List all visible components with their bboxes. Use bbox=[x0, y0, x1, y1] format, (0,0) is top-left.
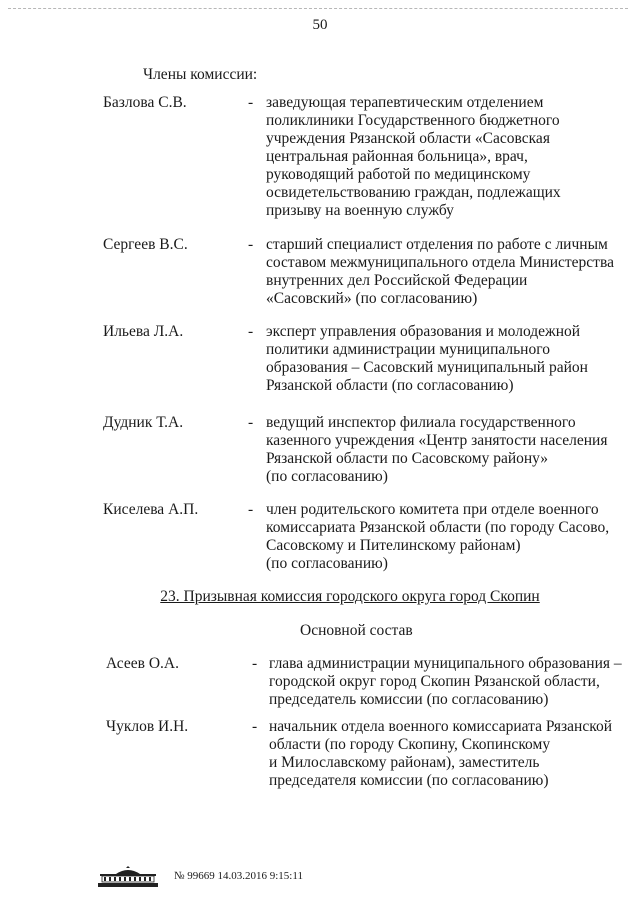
entry-name: Базлова С.В. bbox=[103, 94, 187, 111]
registration-stamp bbox=[92, 866, 392, 888]
entry-description bbox=[269, 718, 612, 790]
description-line: ведущий инспектор филиала государственного bbox=[266, 414, 576, 431]
description-line: эксперт управления образования и молодежной bbox=[266, 323, 581, 340]
entry-description bbox=[269, 655, 622, 709]
page-number: 50 bbox=[312, 17, 328, 33]
description-line: «Сасовский» (по согласованию) bbox=[266, 290, 478, 307]
description-line: освидетельствованию граждан, подлежащих bbox=[266, 184, 561, 201]
description-line: составом межмуниципального отдела Министерства bbox=[266, 254, 614, 271]
section-title: 23. Призывная комиссия городского округа город Скопин bbox=[160, 588, 540, 605]
entry-description bbox=[266, 414, 607, 486]
description-line: центральная районная больница», врач, bbox=[266, 148, 528, 165]
entry-name: Асеев О.А. bbox=[106, 655, 179, 672]
entry-dash: - bbox=[248, 501, 254, 518]
entry-dash: - bbox=[248, 414, 254, 431]
entry-name: Сергеев В.С. bbox=[103, 236, 188, 253]
description-line: области (по городу Скопину, Скопинскому bbox=[269, 736, 551, 753]
stamp-text: № 99669 14.03.2016 9:15:11 bbox=[174, 870, 303, 882]
entry-name: Чуклов И.Н. bbox=[106, 718, 189, 735]
description-line: городской округ город Скопин Рязанской области, bbox=[269, 673, 600, 690]
entry-dash: - bbox=[248, 94, 254, 111]
description-line: комиссариата Рязанской области (по городу Сасово, bbox=[266, 519, 610, 536]
entry-name: Ильева Л.А. bbox=[103, 323, 184, 340]
government-building-logo-icon bbox=[92, 866, 164, 888]
description-line: Рязанской области (по согласованию) bbox=[266, 377, 514, 394]
description-line: учреждения Рязанской области «Сасовская bbox=[266, 130, 550, 147]
description-line: председатель комиссии (по согласованию) bbox=[269, 691, 549, 708]
entry-dash: - bbox=[248, 236, 254, 253]
description-line: глава администрации муниципального образования – bbox=[269, 655, 622, 672]
description-line: Сасовскому и Пителинскому районам) bbox=[266, 537, 521, 554]
entry-dash: - bbox=[252, 718, 258, 735]
scan-top-line bbox=[8, 8, 628, 10]
description-line: старший специалист отделения по работе с личным bbox=[266, 236, 608, 253]
description-line: руководящий работой по медицинскому bbox=[266, 166, 531, 183]
description-line: Рязанской области по Сасовскому району» bbox=[266, 450, 549, 467]
description-line: член родительского комитета при отделе военного bbox=[266, 501, 599, 518]
description-line: (по согласованию) bbox=[266, 555, 388, 572]
entry-description bbox=[266, 501, 609, 573]
description-line: казенного учреждения «Центр занятости населения bbox=[266, 432, 608, 449]
description-line: политики администрации муниципального bbox=[266, 341, 550, 358]
entry-dash: - bbox=[248, 323, 254, 340]
description-line: заведующая терапевтическим отделением bbox=[266, 94, 544, 111]
description-line: и Милославскому районам), заместитель bbox=[269, 754, 540, 771]
subsection-title: Основной состав bbox=[300, 622, 413, 639]
description-line: образования – Сасовский муниципальный район bbox=[266, 359, 588, 376]
description-line: поликлиники Государственного бюджетного bbox=[266, 112, 560, 129]
entry-dash: - bbox=[252, 655, 258, 672]
description-line: призыву на военную службу bbox=[266, 202, 454, 219]
entry-name: Киселева А.П. bbox=[103, 501, 199, 518]
entry-name: Дудник Т.А. bbox=[103, 414, 184, 431]
members-heading: Члены комиссии: bbox=[143, 66, 258, 83]
entry-description bbox=[266, 94, 561, 220]
description-line: (по согласованию) bbox=[266, 468, 388, 485]
description-line: начальник отдела военного комиссариата Рязанской bbox=[269, 718, 612, 735]
entry-description bbox=[266, 323, 588, 395]
description-line: председателя комиссии (по согласованию) bbox=[269, 772, 549, 789]
entry-description bbox=[266, 236, 614, 308]
description-line: внутренних дел Российской Федерации bbox=[266, 272, 528, 289]
